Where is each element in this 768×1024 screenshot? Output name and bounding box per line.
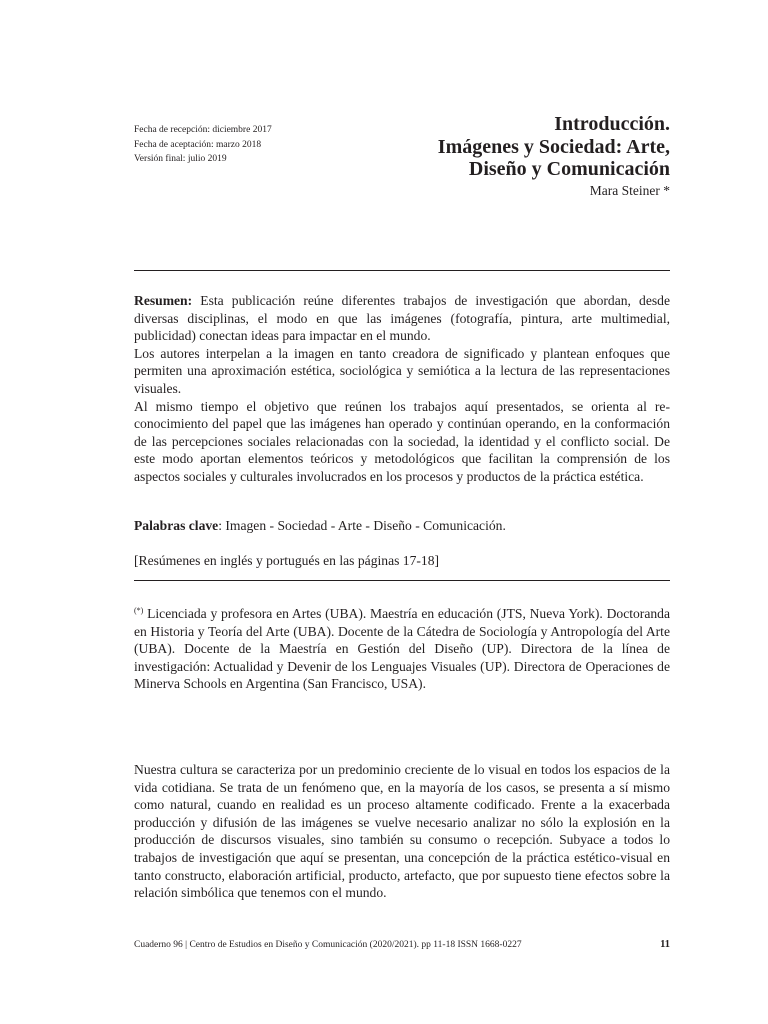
page-number: 11 — [660, 939, 670, 950]
page-footer — [134, 938, 670, 952]
abstract-label: Resumen: — [134, 293, 193, 308]
abstract-paragraph-3: Al mismo tiempo el objetivo que reúnen los trabajos aquí presentados, se orienta al reconocimiento del papel que las imágenes han operado y continúan operando, en la conformación de las percepciones sociales relacionadas con la sociedad, la identidad y el conflicto social. De este modo aportan elementos teóricos y metodológicos que facilitan la comprensión de los aspectos sociales y culturales involucrados en los procesos y productos de la práctica estética. — [134, 398, 670, 484]
footer-citation: Cuaderno 96 | Centro de Estudios en Diseño y Comunicación (2020/2021). pp 11-18 ISSN 1668-0227 — [134, 940, 522, 950]
abstract-paragraph-1 — [134, 292, 670, 345]
title-line-1: Introducción. — [554, 113, 670, 135]
abstract-text-1: Esta publicación reúne diferentes trabajos de investigación que abordan, desde diversas disciplinas, el modo en que las imágenes (fotografía, pintura, arte multimedial, publicidad) conectan ideas para impactar en el mundo. — [134, 293, 670, 344]
author-footnote — [134, 602, 670, 693]
abstract — [134, 292, 670, 486]
accepted-date: Fecha de aceptación: marzo 2018 — [134, 139, 262, 150]
other-language-abstracts-note: [Resúmenes en inglés y portugués en las páginas 17-18] — [134, 553, 440, 568]
keywords-label: Palabras clave — [134, 518, 219, 533]
keywords — [134, 517, 670, 535]
title-line-2: Imágenes y Sociedad: Arte, — [437, 135, 670, 158]
middle-divider — [134, 580, 670, 581]
top-divider — [134, 270, 670, 271]
title-line-3: Diseño y Comunicación — [468, 158, 670, 180]
body-paragraph: Nuestra cultura se caracteriza por un predominio creciente de lo visual en todos los espacios de la vida cotidiana. Se trata de un fenómeno que, en la mayoría de los casos, se presenta a sí mismo como natural, cuando en realidad es un proceso altamente codificado. Frente a la exacerbada producción y difusión de las imágenes se vuelve necesario analizar no sólo la explosión en la producción de discursos visuales, sino también su consumo o recepción. Subyace a todos lo trabajos de investigación que aquí se presentan, una concepción de la práctica estético-visual en tanto constructo, elaboración artificial, producto, artefacto, que por supuesto tiene efectos sobre la relación simbólica que tenemos con el mundo. — [134, 762, 670, 901]
keywords-text: : Imagen - Sociedad - Arte - Diseño - Comunicación. — [218, 518, 506, 533]
footnote-mark: (*) — [134, 606, 144, 615]
article-dates — [134, 123, 374, 167]
title-block — [340, 113, 670, 200]
article-title — [340, 113, 670, 181]
author-name: Mara Steiner * — [589, 182, 670, 198]
footnote-text: Licenciada y profesora en Artes (UBA). Maestría en educación (JTS, Nueva York). Doctoranda en Historia y Teoría del Arte (UBA). Docente de la Cátedra de Sociología y Antropología del Arte (UBA). Docente de la Maestría en Gestión del Diseño (UP). Directora de la línea de investigación: Actualidad y Devenir de los Lenguajes Visuales (UP). Directora de Operaciones de Minerva Schools en Argentina (San Francisco, USA). — [134, 606, 670, 692]
final-version-date: Versión final: julio 2019 — [134, 154, 227, 164]
abstract-paragraph-2: Los autores interpelan a la imagen en tanto creadora de significado y plantean enfoques que permiten una aproximación estética, sociológica y semiótica a la lectura de las representaciones visuales. — [134, 345, 670, 396]
received-date: Fecha de recepción: diciembre 2017 — [134, 125, 272, 135]
